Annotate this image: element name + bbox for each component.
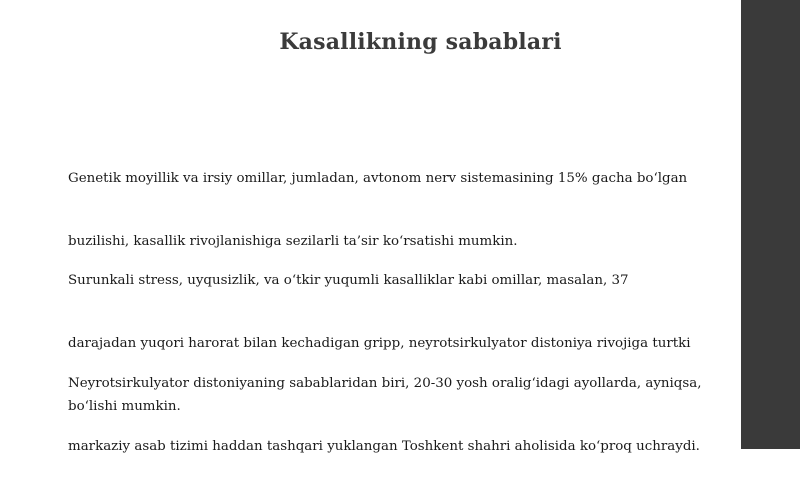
paragraph-line: Genetik moyillik va irsiy omillar, jumladan, avtonom nerv sistemasining 15% gacha bo‘lgan [68,171,688,186]
paragraph-line: Surunkali stress, uyqusizlik, va o‘tkir yuqumli kasalliklar kabi omillar, masalan, 37 [68,273,629,288]
slide-title: Kasallikning sabablari [279,29,562,55]
paragraph-population-causes [68,331,740,499]
paragraph-line: bo‘lishi mumkin. [68,399,181,414]
paragraph-line: darajadan yuqori harorat bilan kechadigan gripp, neyrotsirkulyator distoniya rivojiga turtki [68,336,691,351]
side-bar [741,0,800,449]
paragraph-line: Neyrotsirkulyator distoniyaning sabablaridan biri, 20-30 yosh oralig‘idagi ayollarda, ayniqsa, [68,376,702,391]
paragraph-line: markaziy asab tizimi haddan tashqari yuklangan Toshkent shahri aholisida ko‘proq uchraydi. [68,439,700,454]
paragraph-line: buzilishi, kasallik rivojlanishiga sezilarli ta’sir ko‘rsatishi mumkin. [68,234,518,249]
